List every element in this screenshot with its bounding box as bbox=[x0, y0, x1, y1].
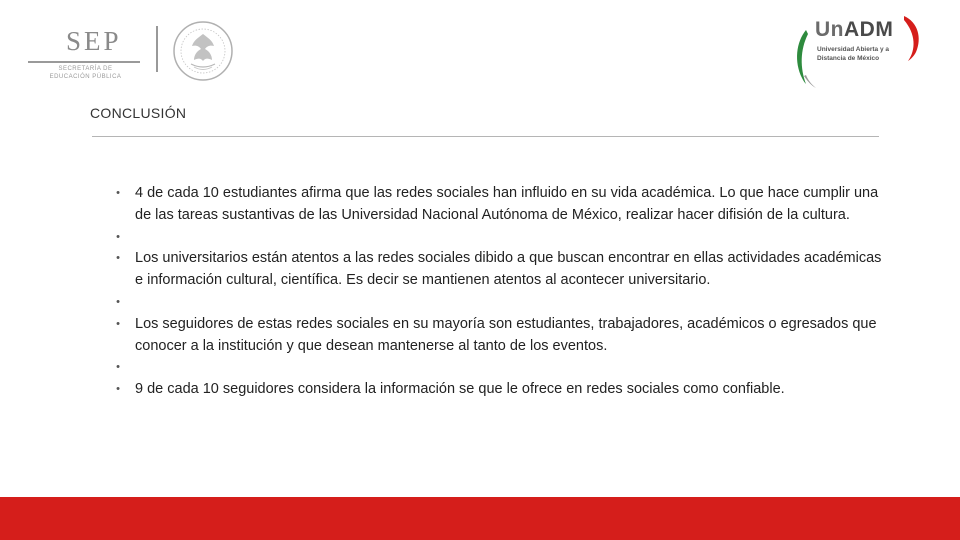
unadm-logo bbox=[792, 12, 926, 90]
bullet-item bbox=[112, 248, 892, 292]
sep-logo-word: SEP bbox=[66, 26, 122, 56]
slide-title: CONCLUSIÓN bbox=[90, 105, 187, 121]
bullet-dot: • bbox=[116, 295, 120, 308]
unadm-title-adm: ADM bbox=[844, 18, 894, 41]
sep-logo-subtitle-line2: EDUCACIÓN PÚBLICA bbox=[49, 74, 122, 80]
bullet-item bbox=[112, 183, 892, 227]
unadm-subtitle-line1: Universidad Abierta y a bbox=[817, 46, 890, 53]
unadm-subtitle-line2: Distancia de México bbox=[817, 54, 880, 62]
title-underline bbox=[92, 136, 879, 137]
bullet-text: Los seguidores de estas redes sociales en su mayoría son estudiantes, trabajadores, académicos o egresados que conocer a la institución y que desean mantenerse al tanto de los eventos. bbox=[135, 315, 877, 354]
bullet-dot: • bbox=[116, 187, 120, 199]
bullet-dot: • bbox=[116, 361, 120, 374]
bullet-text: 9 de cada 10 seguidores considera la información se que le ofrece en redes sociales como confiable. bbox=[135, 381, 785, 398]
sep-logo-rule bbox=[28, 61, 140, 63]
bullet-dot: • bbox=[116, 383, 120, 396]
sep-logo-subtitle-line1: SECRETARÍA DE bbox=[58, 66, 113, 72]
bullet-dot: • bbox=[116, 252, 120, 265]
bullet-item-empty bbox=[112, 227, 892, 249]
unadm-subtitle bbox=[817, 46, 917, 63]
unadm-title bbox=[815, 18, 893, 42]
sep-logo-subtitle bbox=[28, 65, 143, 81]
slide-header bbox=[0, 0, 960, 95]
bullet-item-empty bbox=[112, 292, 892, 314]
header-divider bbox=[156, 26, 158, 72]
bullet-list bbox=[112, 183, 892, 401]
sep-logo bbox=[28, 26, 153, 82]
bullet-item bbox=[112, 379, 892, 401]
bullet-text: 4 de cada 10 estudiantes afirma que las redes sociales han influido en su vida académica. Lo que hace cumplir una de las tareas sustantivas de las Universidad Nacional Autónoma de México, realizar hacer difisión de la cultura. bbox=[135, 185, 879, 223]
bullet-item bbox=[112, 314, 892, 358]
bullet-item-empty bbox=[112, 357, 892, 379]
bullet-dot: • bbox=[116, 230, 120, 243]
bullet-text: Los universitarios están atentos a las redes sociales dibido a que buscan encontrar en ellas actividades académicas e información cultural, científica. Es decir se mantienen atentos al acontecer universitario. bbox=[135, 250, 882, 289]
unadm-title-un: Un bbox=[815, 18, 844, 41]
coat-of-arms-seal-icon bbox=[172, 20, 234, 82]
footer-bar bbox=[0, 497, 960, 540]
bullet-dot: • bbox=[116, 317, 120, 330]
